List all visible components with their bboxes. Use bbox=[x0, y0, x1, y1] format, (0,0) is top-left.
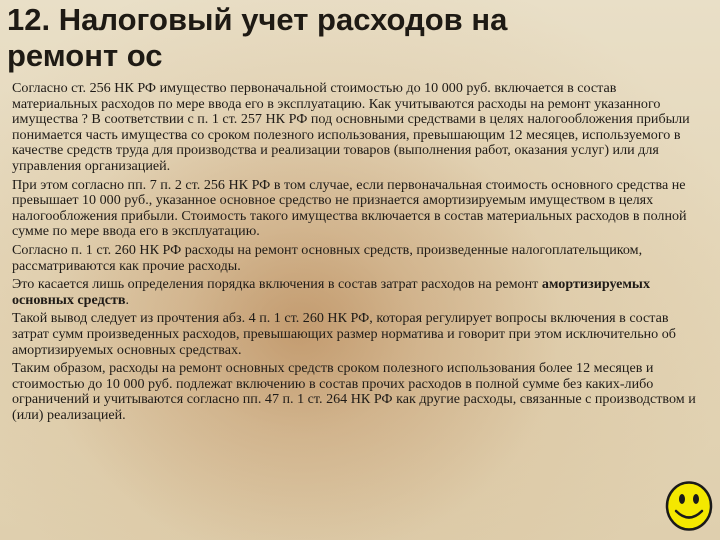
paragraph-text: Согласно ст. 256 НК РФ имущество первоначальной стоимостью до 10 000 руб. включается в состав материальных расходов по мере ввода его в эксплуатацию. Как учитываются расходы на ремонт указанного имущества ? В соответствии с п. 1 ст. 257 НК РФ под основными средствами в целях налогообложения прибыли понимается часть имущества со сроком полезного использования, превышающим 12 месяцев, используемого в качестве средств труда для производства и реализации товаров (выполнения работ, оказания услуг) или для управления организацией. bbox=[12, 80, 690, 174]
body-paragraph-3 bbox=[12, 243, 702, 274]
slide-title bbox=[7, 2, 607, 74]
slide-title-line-1: 12. Налоговый учет расходов на bbox=[7, 2, 508, 37]
body-paragraph-2 bbox=[12, 178, 702, 240]
body-paragraph-6 bbox=[12, 361, 702, 423]
slide-body bbox=[12, 81, 702, 426]
body-paragraph-4 bbox=[12, 277, 702, 308]
paragraph-text: Таким образом, расходы на ремонт основных средств сроком полезного использования более 12 месяцев и стоимостью до 10 000 руб. подлежат включению в состав прочих расходов в полной сумме без каких-либо ограничений и учитываются согласно пп. 47 п. 1 ст. 264 НК РФ как другие расходы, связанные с производством и (или) реализацией. bbox=[12, 360, 696, 423]
body-paragraph-1 bbox=[12, 81, 702, 175]
paragraph-text: Согласно п. 1 ст. 260 НК РФ расходы на ремонт основных средств, произведенные налогоплательщиком, рассматриваются как прочие расходы. bbox=[12, 241, 643, 274]
body-paragraph-5 bbox=[12, 311, 702, 358]
paragraph-text: При этом согласно пп. 7 п. 2 ст. 256 НК РФ в том случае, если первоначальная стоимость основного средства не превышает 10 000 руб., указанное основное средство не признается амортизируемым имуществом в целях налогообложения прибыли. Стоимость такого имущества включается в состав материальных расходов в полной сумме по мере ввода его в эксплуатацию. bbox=[12, 176, 687, 240]
slide-title-line-2: ремонт ос bbox=[7, 38, 163, 73]
smiley-face-icon bbox=[664, 480, 714, 532]
bold-term: амортизируемых основных средств bbox=[12, 276, 650, 308]
paragraph-text: . bbox=[125, 291, 130, 308]
paragraph-text: Такой вывод следует из прочтения абз. 4 п. 1 ст. 260 НК РФ, которая регулирует вопросы включения в состав затрат сумм произведенных расходов, превышающих размер норматива и говорит при этом исключительно об амортизируемых основных средствах. bbox=[12, 310, 676, 358]
paragraph-text: Это касается лишь определения порядка включения в состав затрат расходов на ремонт bbox=[12, 276, 542, 293]
